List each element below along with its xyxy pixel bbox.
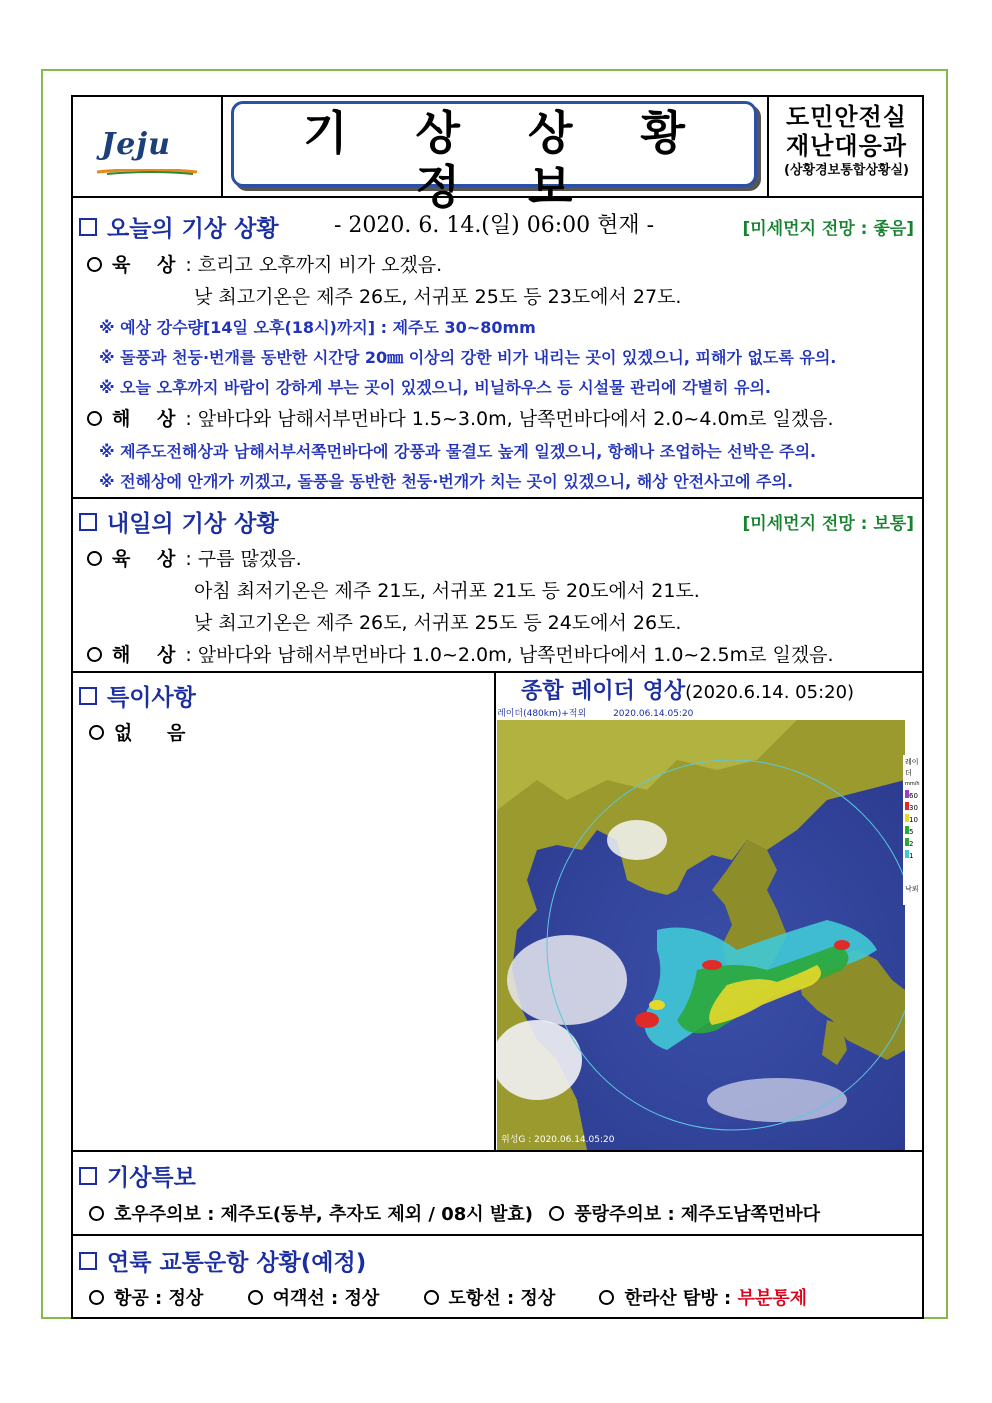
today-heading — [79, 210, 279, 243]
warning-title: 기상특보 — [107, 1165, 196, 1191]
radar-top-time: 2020.06.14.05:20 — [613, 709, 694, 719]
bulletin — [71, 95, 924, 1319]
radar-time: (2020.6.14. 05:20) — [685, 682, 855, 703]
org-name-3: (상황경보통합상황실) — [784, 163, 909, 178]
divider — [73, 1234, 922, 1236]
today-sea-note-1: ※ 제주도전해상과 남해서부서쪽먼바다에 강풍과 물결도 높게 일겠으니, 항해나 조업하는 선박은 주의. — [99, 442, 817, 461]
radar-bottom-caption: 위성G : 2020.06.14.05:20 — [501, 1135, 615, 1145]
legend-value: 1 — [905, 850, 921, 862]
checkbox-icon — [79, 1252, 97, 1270]
today-sea-text: 앞바다와 남해서부먼바다 1.5~3.0m, 남쪽먼바다에서 2.0~4.0m로 일겠음. — [197, 408, 834, 430]
radar-top-label: 레이더(480km)+적외 — [497, 709, 587, 719]
traffic-heading — [79, 1244, 366, 1277]
traffic-island-ferry: 도항선 : 정상 — [448, 1288, 556, 1309]
traffic-line — [89, 1284, 807, 1310]
legend-title: 레이더 — [905, 758, 919, 777]
circle-bullet-icon — [87, 551, 102, 566]
tomorrow-land-text-3: 낮 최고기온은 제주 26도, 서귀포 25도 등 24도에서 26도. — [194, 612, 682, 634]
circle-bullet-icon — [87, 411, 102, 426]
tomorrow-land-line: 육 상: 구름 많겠음. — [87, 544, 302, 571]
radar-title — [521, 674, 854, 705]
tomorrow-dust-forecast: [미세먼지 전망 : 보통] — [742, 514, 914, 534]
warning-text-1: 호우주의보 : 제주도(동부, 추자도 제외 / 08시 발효) — [114, 1204, 533, 1225]
legend-value: 30 — [905, 802, 921, 814]
checkbox-icon — [79, 513, 97, 531]
radar-legend — [905, 757, 921, 895]
radar-top-caption — [497, 706, 693, 719]
traffic-hallasan-status: 부분통제 — [737, 1288, 807, 1309]
today-sea-line: 해 상: 앞바다와 남해서부먼바다 1.5~3.0m, 남쪽먼바다에서 2.0~4.0m로 일겠음. — [87, 404, 834, 431]
tomorrow-land-label: 육 상 — [112, 548, 186, 570]
legend-unit: mm/h — [905, 781, 920, 787]
page-title: 기 상 상 황 정 보 — [303, 106, 711, 214]
column-divider — [494, 673, 496, 1151]
today-land-text-2: 낮 최고기온은 제주 26도, 서귀포 25도 등 23도에서 27도. — [194, 286, 682, 308]
warning-heading — [79, 1159, 196, 1192]
legend-value: 60 — [905, 790, 921, 802]
tomorrow-heading — [79, 505, 279, 538]
warning-text-2: 풍랑주의보 : 제주도남쪽먼바다 — [574, 1204, 821, 1225]
special-heading — [79, 679, 196, 712]
tomorrow-sea-line: 해 상: 앞바다와 남해서부먼바다 1.0~2.0m, 남쪽먼바다에서 1.0~2.5m로 일겠음. — [87, 640, 834, 667]
org-name-2: 재난대응과 — [786, 132, 907, 160]
today-land-line: 육 상: 흐리고 오후까지 비가 오겠음. — [87, 250, 442, 277]
tomorrow-title: 내일의 기상 상황 — [107, 511, 279, 537]
tomorrow-land-text-2: 아침 최저기온은 제주 21도, 서귀포 21도 등 20도에서 21도. — [194, 580, 700, 602]
divider — [73, 1150, 922, 1152]
circle-bullet-icon — [89, 1206, 104, 1221]
today-sea-label: 해 상 — [112, 408, 186, 430]
traffic-air: 항공 : 정상 — [114, 1288, 204, 1309]
page-subtitle: - 2020. 6. 14.(일) 06:00 현재 - — [333, 213, 655, 238]
org-cell — [767, 97, 924, 196]
today-note-2: ※ 돌풍과 천둥·번개를 동반한 시간당 20㎜ 이상의 강한 비가 내리는 곳이 있겠으니, 피해가 없도록 유의. — [99, 348, 837, 367]
org-name-1: 도민안전실 — [786, 103, 907, 131]
special-item — [89, 718, 199, 745]
today-land-text-1: 흐리고 오후까지 비가 오겠음. — [197, 254, 443, 276]
legend-value: 5 — [905, 826, 921, 838]
today-dust-forecast: [미세먼지 전망 : 좋음] — [742, 219, 914, 239]
circle-bullet-icon — [549, 1206, 564, 1221]
warning-line — [89, 1200, 820, 1226]
circle-bullet-icon — [87, 647, 102, 662]
title-box — [231, 101, 757, 238]
circle-bullet-icon — [599, 1290, 614, 1305]
tomorrow-land-text-1: 구름 많겠음. — [197, 548, 302, 570]
tomorrow-sea-text: 앞바다와 남해서부먼바다 1.0~2.0m, 남쪽먼바다에서 1.0~2.5m로 일겠음. — [197, 644, 834, 666]
special-item-text: 없 음 — [114, 722, 200, 744]
jeju-logo: Jeju — [101, 127, 171, 162]
legend-extra: 낙뢰 — [905, 885, 919, 893]
circle-bullet-icon — [89, 725, 104, 740]
today-land-label: 육 상 — [112, 254, 186, 276]
circle-bullet-icon — [424, 1290, 439, 1305]
circle-bullet-icon — [248, 1290, 263, 1305]
today-title: 오늘의 기상 상황 — [107, 216, 279, 242]
checkbox-icon — [79, 218, 97, 236]
traffic-title: 연륙 교통운항 상황(예정) — [107, 1250, 367, 1276]
traffic-hallasan: 한라산 탐방 : — [624, 1288, 738, 1309]
checkbox-icon — [79, 1167, 97, 1185]
logo-swoosh-icon — [97, 169, 197, 175]
circle-bullet-icon — [89, 1290, 104, 1305]
traffic-ferry: 여객선 : 정상 — [272, 1288, 380, 1309]
divider — [73, 671, 922, 673]
today-note-1: ※ 예상 강수량[14일 오후(18시)까지] : 제주도 30~80mm — [99, 318, 536, 337]
tomorrow-sea-label: 해 상 — [112, 644, 186, 666]
radar-image — [497, 720, 905, 1150]
divider — [73, 497, 922, 499]
checkbox-icon — [79, 687, 97, 705]
legend-value: 2 — [905, 838, 921, 850]
today-sea-note-2: ※ 전해상에 안개가 끼겠고, 돌풍을 동반한 천둥·번개가 치는 곳이 있겠으니, 해상 안전사고에 주의. — [99, 472, 794, 491]
circle-bullet-icon — [87, 257, 102, 272]
today-note-3: ※ 오늘 오후까지 바람이 강하게 부는 곳이 있겠으니, 비닐하우스 등 시설물 관리에 각별히 유의. — [99, 378, 771, 397]
logo-cell — [73, 97, 223, 196]
legend-value: 10 — [905, 814, 921, 826]
radar-title-text: 종합 레이더 영상 — [521, 679, 686, 704]
special-title: 특이사항 — [107, 685, 196, 711]
